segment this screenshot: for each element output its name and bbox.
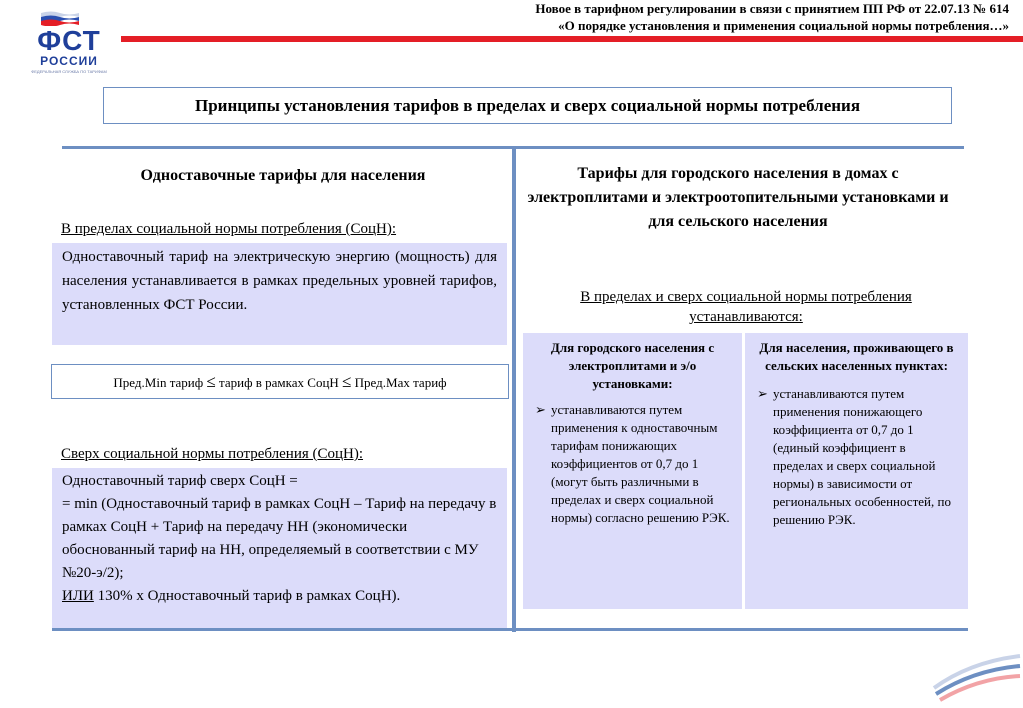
within-norm-box (52, 243, 507, 345)
formula-box (51, 364, 509, 399)
above-norm-line-3 (62, 585, 497, 608)
logo-abbreviation: ФСТ (37, 25, 101, 56)
logo-subtitle: РОССИИ (40, 54, 98, 68)
header-line-2: «О порядке установления и применения социальной нормы потребления…» (558, 18, 1009, 33)
formula-part-2: тариф в рамках СоцН (215, 375, 343, 390)
urban-box-bullet (523, 401, 742, 527)
less-equal-sign: ≤ (206, 372, 216, 391)
above-norm-label: Сверх социальной нормы потребления (СоцН): (61, 446, 364, 462)
column-divider (512, 148, 516, 632)
arrow-bullet-icon: ➢ (757, 386, 768, 401)
within-norm-text: Одноставочный тариф на электрическую энергию (мощность) для населения устанавливается в рамках предельных уровней тарифов, установленных ФСТ России. (62, 249, 497, 313)
rural-box-bullet (745, 385, 968, 529)
bottom-divider (52, 628, 968, 631)
or-keyword: ИЛИ (62, 588, 94, 604)
left-heading: Одноставочные тарифы для населения (140, 167, 426, 184)
within-norm-label: В пределах социальной нормы потребления (СоцН): (61, 221, 397, 237)
slide-title: Принципы установления тарифов в пределах и сверх социальной нормы потребления (103, 87, 952, 124)
right-subheading: В пределах и сверх социальной нормы потребления устанавливаются: (580, 289, 912, 325)
above-norm-line-2: = min (Одноставочный тариф в рамках СоцН – Тариф на передачу в рамках СоцН + Тариф на передачу НН (экономически обоснованный тариф на НН, определяемый в соответствии с МУ №20-э/2); (62, 496, 497, 581)
right-heading: Тарифы для городского населения в домах с электроплитами и электроотопительными установками и для сельского населения (527, 165, 949, 230)
logo-tiny-text: ФЕДЕРАЛЬНАЯ СЛУЖБА ПО ТАРИФАМ (31, 69, 107, 74)
above-norm-box (52, 468, 507, 628)
flag-swoosh-icon (930, 648, 1022, 703)
urban-box (523, 333, 742, 609)
header-red-bar (121, 36, 1023, 42)
above-norm-line-1: Одноставочный тариф сверх СоцН = (62, 473, 298, 489)
urban-box-text: устанавливаются путем применения к одноставочным тарифам понижающих коэффициентов от 0,7 до 1 (могут быть различными в пределах и сверх социальной нормы) согласно решению РЭК. (551, 402, 730, 525)
rural-box (745, 333, 968, 609)
header-line-1: Новое в тарифном регулировании в связи с принятием ПП РФ от 22.07.13 № 614 (535, 1, 1009, 16)
arrow-bullet-icon: ➢ (535, 402, 546, 417)
fst-logo (21, 4, 113, 78)
formula-part-1: Пред.Min тариф (113, 375, 207, 390)
rural-box-title: Для населения, проживающего в сельских населенных пунктах: (759, 340, 954, 373)
urban-box-title: Для городского населения с электроплитами и э/о установками: (550, 340, 715, 391)
above-norm-last: 130% х Одноставочный тариф в рамках СоцН). (93, 588, 401, 604)
russian-flag-icon (41, 10, 79, 26)
rural-box-text: устанавливаются путем применения понижающего коэффициента от 0,7 до 1 (единый коэффициент в пределах и сверх социальной нормы) в зависимости от региональных особенностей, по решению РЭК. (773, 386, 951, 527)
formula-part-3: Пред.Max тариф (351, 375, 447, 390)
slide-header (369, 0, 1009, 34)
less-equal-sign: ≤ (342, 372, 352, 391)
